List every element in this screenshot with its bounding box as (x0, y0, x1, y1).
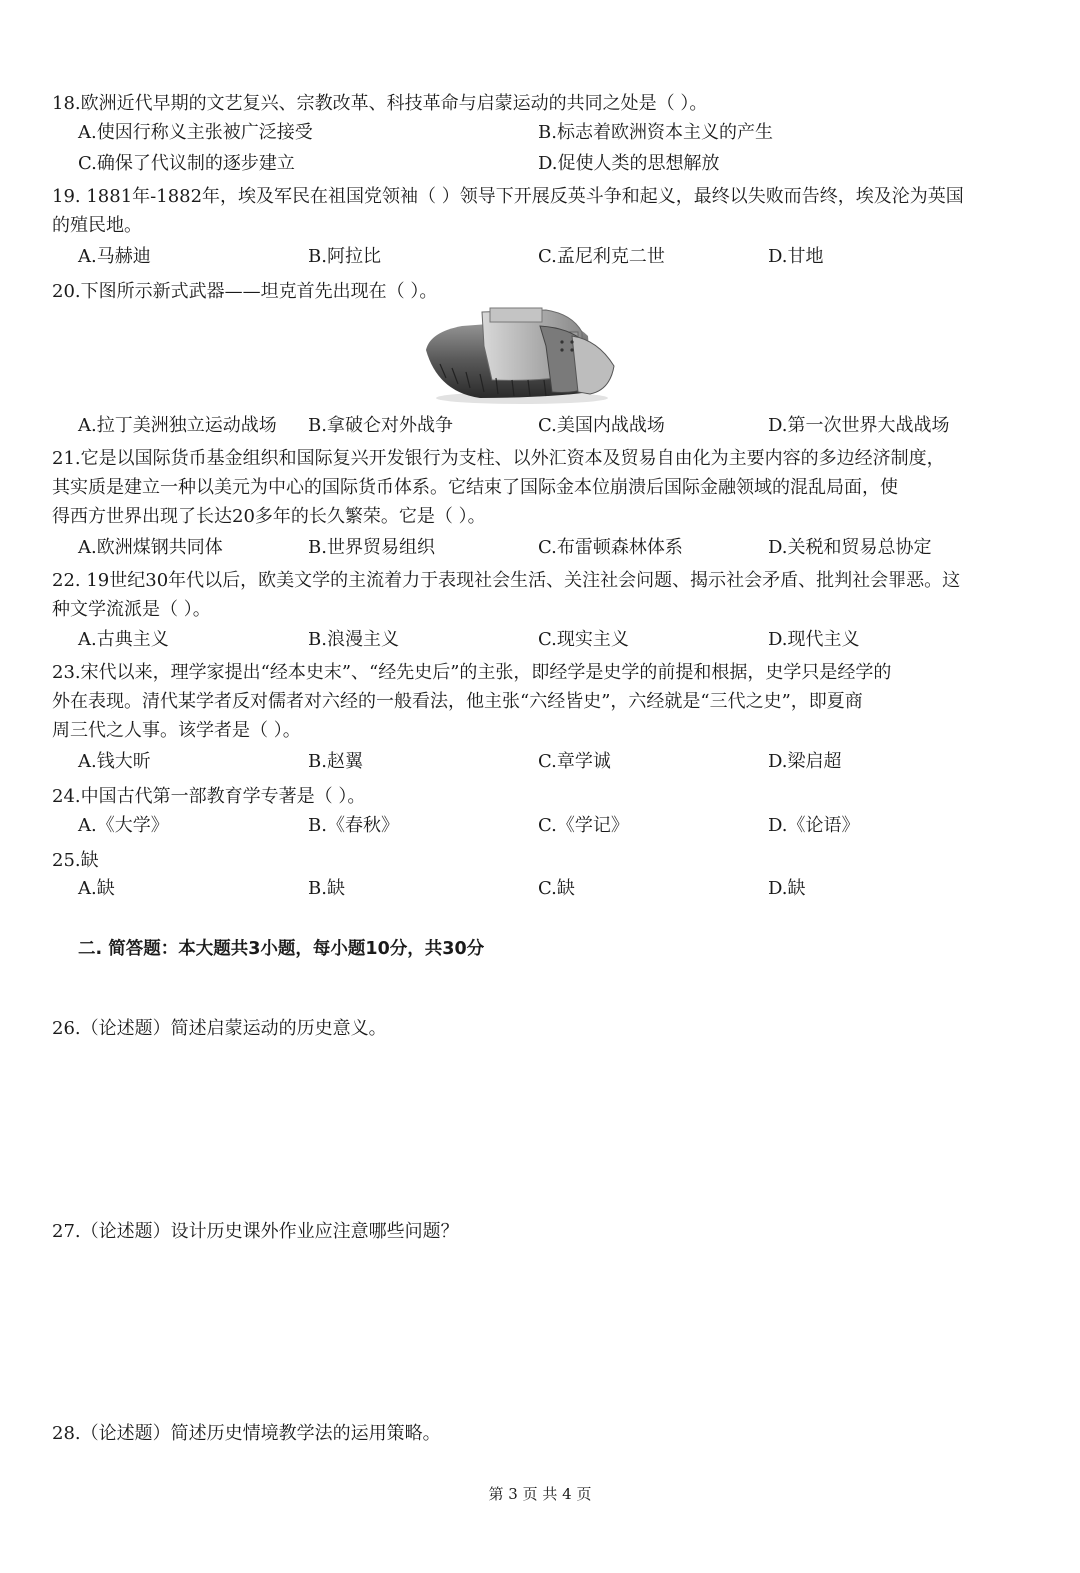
q21-option-a: A.欧洲煤钢共同体 (78, 537, 223, 558)
q20-option-d: D.第一次世界大战战场 (768, 415, 950, 436)
q24-option-c: C.《学记》 (538, 815, 629, 836)
q21-option-d: D.关税和贸易总协定 (768, 537, 932, 558)
q19-option-a: A.马赫迪 (78, 246, 151, 267)
question-23-stem-line3: 周三代之人事。该学者是（ ）。 (52, 720, 301, 741)
q18-option-a: A.使因行称义主张被广泛接受 (78, 122, 313, 143)
q25-option-a: A.缺 (78, 878, 115, 899)
q25-option-b: B.缺 (308, 878, 345, 899)
q23-option-d: D.梁启超 (768, 751, 842, 772)
page-number: 第 3 页 共 4 页 (488, 1485, 592, 1503)
essay-question-27: 27.（论述题）设计历史课外作业应注意哪些问题？ (52, 1221, 459, 1242)
question-21-stem-line2: 其实质是建立一种以美元为中心的国际货币体系。它结束了国际金本位崩溃后国际金融领域的混乱局面，使 (52, 477, 898, 498)
question-24-stem: 24.中国古代第一部教育学专著是（ ）。 (52, 786, 366, 807)
q21-option-c: C.布雷顿森林体系 (538, 537, 683, 558)
q19-option-c: C.孟尼利克二世 (538, 246, 665, 267)
question-19-stem-line2: 的殖民地。 (52, 215, 142, 236)
q18-option-c: C.确保了代议制的逐步建立 (78, 153, 295, 174)
q24-option-d: D.《论语》 (768, 815, 860, 836)
question-25-stem: 25.缺 (52, 850, 99, 871)
q18-option-b: B.标志着欧洲资本主义的产生 (538, 122, 773, 143)
q19-option-d: D.甘地 (768, 246, 824, 267)
question-19-stem-line1: 19. 1881年-1882年，埃及军民在祖国党领袖（ ）领导下开展反英斗争和起义，最终以失败而告终，埃及沦为英国 (52, 186, 964, 207)
q22-option-c: C.现实主义 (538, 629, 629, 650)
question-21-stem-line1: 21.它是以国际货币基金组织和国际复兴开发银行为支柱、以外汇资本及贸易自由化为主要内容的多边经济制度， (52, 448, 945, 469)
question-23-stem-line2: 外在表现。清代某学者反对儒者对六经的一般看法，他主张“六经皆史”，六经就是“三代之史”，即夏商 (52, 691, 863, 712)
q22-option-a: A.古典主义 (78, 629, 169, 650)
q23-option-a: A.钱大昕 (78, 751, 151, 772)
q20-option-a: A.拉丁美洲独立运动战场 (78, 415, 277, 436)
essay-question-26: 26.（论述题）简述启蒙运动的历史意义。 (52, 1018, 387, 1039)
tank-illustration-icon (422, 306, 618, 406)
question-18-stem: 18.欧洲近代早期的文艺复兴、宗教改革、科技革命与启蒙运动的共同之处是（ ）。 (52, 93, 708, 114)
question-22-stem-line1: 22. 19世纪30年代以后，欧美文学的主流着力于表现社会生活、关注社会问题、揭示社会矛盾、批判社会罪恶。这 (52, 570, 961, 591)
q25-option-c: C.缺 (538, 878, 575, 899)
q24-option-b: B.《春秋》 (308, 815, 399, 836)
q22-option-d: D.现代主义 (768, 629, 860, 650)
q20-option-c: C.美国内战战场 (538, 415, 665, 436)
q18-option-d: D.促使人类的思想解放 (538, 153, 720, 174)
question-23-stem-line1: 23.宋代以来，理学家提出“经本史末”、“经先史后”的主张，即经学是史学的前提和根据，史学只是经学的 (52, 662, 892, 683)
essay-question-28: 28.（论述题）简述历史情境教学法的运用策略。 (52, 1423, 441, 1444)
question-21-stem-line3: 得西方世界出现了长达20多年的长久繁荣。它是（ ）。 (52, 506, 486, 527)
q19-option-b: B.阿拉比 (308, 246, 381, 267)
q20-option-b: B.拿破仑对外战争 (308, 415, 453, 436)
q24-option-a: A.《大学》 (78, 815, 169, 836)
q21-option-b: B.世界贸易组织 (308, 537, 435, 558)
q22-option-b: B.浪漫主义 (308, 629, 399, 650)
q23-option-b: B.赵翼 (308, 751, 363, 772)
q23-option-c: C.章学诚 (538, 751, 611, 772)
section-heading: 二. 简答题：本大题共3小题，每小题10分，共30分 (78, 939, 485, 959)
question-20-stem: 20.下图所示新式武器——坦克首先出现在（ ）。 (52, 281, 438, 302)
q25-option-d: D.缺 (768, 878, 806, 899)
question-22-stem-line2: 种文学流派是（ ）。 (52, 599, 211, 620)
